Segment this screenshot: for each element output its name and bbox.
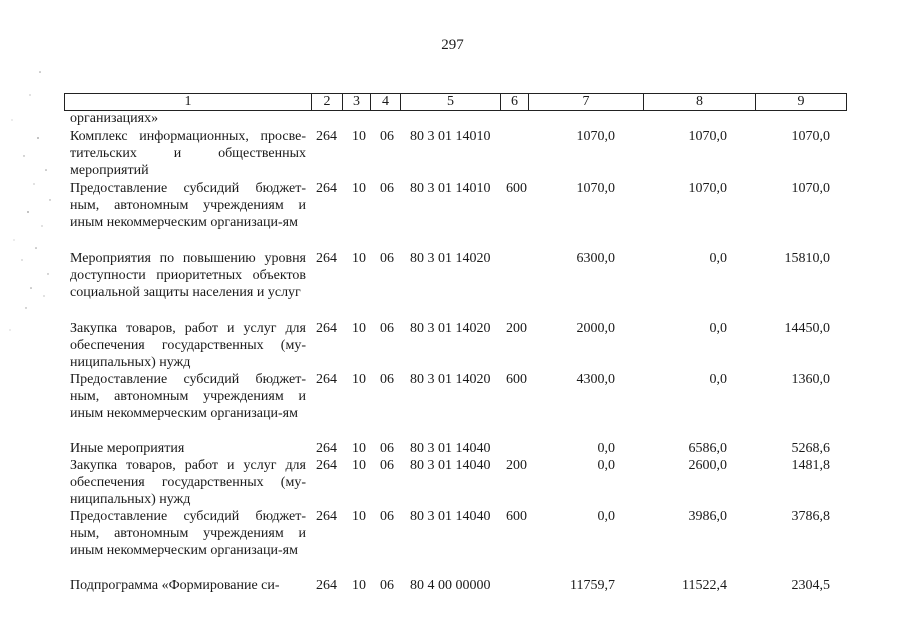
cell-col7: 4300,0: [576, 372, 615, 387]
cell-col8: 11522,4: [682, 578, 727, 593]
cell-col2: 264: [316, 129, 337, 144]
cell-col9: 2304,5: [791, 578, 830, 593]
cell-col7: 11759,7: [570, 578, 615, 593]
cell-col7: 6300,0: [576, 251, 615, 266]
cell-col8: 0,0: [709, 321, 727, 336]
cell-col3: 10: [352, 441, 366, 456]
cell-col3: 10: [352, 129, 366, 144]
column-header: 9: [756, 94, 847, 111]
cell-col8: 0,0: [709, 372, 727, 387]
cell-col3: 10: [352, 181, 366, 196]
cell-col2: 264: [316, 458, 337, 473]
cell-col4: 06: [380, 578, 394, 593]
cell-col4: 06: [380, 441, 394, 456]
row-name: Иные мероприятия: [70, 441, 185, 456]
cell-col3: 10: [352, 458, 366, 473]
cell-col7: 2000,0: [576, 321, 615, 336]
cell-col9: 15810,0: [784, 251, 830, 266]
cell-col7: 0,0: [597, 441, 615, 456]
cell-col4: 06: [380, 372, 394, 387]
cell-col4: 06: [380, 458, 394, 473]
cell-col6: 200: [506, 458, 527, 473]
cell-col8: 0,0: [709, 251, 727, 266]
row-name: Предоставление субсидий бюджет-ным, автономным учреждениям и иным некоммерческим организаци-ям: [70, 509, 306, 558]
column-header: 2: [312, 94, 343, 111]
cell-col3: 10: [352, 251, 366, 266]
cell-col6: 200: [506, 321, 527, 336]
cell-col5: 80 3 01 14010: [410, 181, 491, 196]
cell-col5: 80 3 01 14020: [410, 321, 491, 336]
cell-col3: 10: [352, 321, 366, 336]
row-name: Закупка товаров, работ и услуг для обеспечения государственных (му-ниципальных) нужд: [70, 458, 306, 507]
cell-col5: 80 4 00 00000: [410, 578, 491, 593]
cell-col5: 80 3 01 14020: [410, 372, 491, 387]
cell-col8: 1070,0: [688, 181, 727, 196]
cell-col7: 1070,0: [576, 129, 615, 144]
cell-col6: 600: [506, 181, 527, 196]
cell-col3: 10: [352, 509, 366, 524]
cell-col8: 6586,0: [688, 441, 727, 456]
cell-col9: 3786,8: [791, 509, 830, 524]
column-header: 5: [401, 94, 501, 111]
column-header: 8: [644, 94, 756, 111]
cell-col4: 06: [380, 181, 394, 196]
cell-col9: 14450,0: [784, 321, 830, 336]
cell-col6: 600: [506, 509, 527, 524]
row-name: Предоставление субсидий бюджет-ным, автономным учреждениям и иным некоммерческим организаци-ям: [70, 181, 306, 230]
row-name: Комплекс информационных, просве-тительских и общественных мероприятий: [70, 129, 306, 178]
column-header: 1: [65, 94, 312, 111]
cell-col2: 264: [316, 441, 337, 456]
cell-col4: 06: [380, 509, 394, 524]
cell-col9: 1070,0: [791, 181, 830, 196]
column-header: 3: [343, 94, 371, 111]
cell-col9: 1070,0: [791, 129, 830, 144]
row-name: Мероприятия по повышению уровня доступности приоритетных объектов социальной защиты населения и услуг: [70, 251, 306, 300]
cell-col3: 10: [352, 372, 366, 387]
cell-col5: 80 3 01 14040: [410, 441, 491, 456]
cell-col8: 1070,0: [688, 129, 727, 144]
cell-col9: 1360,0: [791, 372, 830, 387]
column-header: 4: [371, 94, 401, 111]
cell-col2: 264: [316, 372, 337, 387]
cell-col3: 10: [352, 578, 366, 593]
cell-col9: 1481,8: [791, 458, 830, 473]
cell-col4: 06: [380, 251, 394, 266]
cell-col7: 1070,0: [576, 181, 615, 196]
cell-col4: 06: [380, 129, 394, 144]
cell-col2: 264: [316, 181, 337, 196]
cell-col8: 2600,0: [688, 458, 727, 473]
row-name: Подпрограмма «Формирование си-: [70, 578, 280, 593]
cell-col9: 5268,6: [791, 441, 830, 456]
cell-col5: 80 3 01 14010: [410, 129, 491, 144]
cell-col5: 80 3 01 14020: [410, 251, 491, 266]
cell-col5: 80 3 01 14040: [410, 458, 491, 473]
cell-col7: 0,0: [597, 458, 615, 473]
cell-col6: 600: [506, 372, 527, 387]
cell-col4: 06: [380, 321, 394, 336]
cell-col7: 0,0: [597, 509, 615, 524]
row-name: Закупка товаров, работ и услуг для обеспечения государственных (му-ниципальных) нужд: [70, 321, 306, 370]
cell-col2: 264: [316, 251, 337, 266]
row-name: Предоставление субсидий бюджет-ным, автономным учреждениям и иным некоммерческим организаци-ям: [70, 372, 306, 421]
continued-text: организациях»: [70, 111, 159, 126]
cell-col5: 80 3 01 14040: [410, 509, 491, 524]
cell-col2: 264: [316, 509, 337, 524]
column-header: 7: [529, 94, 644, 111]
cell-col2: 264: [316, 578, 337, 593]
cell-col8: 3986,0: [688, 509, 727, 524]
cell-col2: 264: [316, 321, 337, 336]
page-number: 297: [441, 37, 464, 53]
column-header: 6: [501, 94, 529, 111]
